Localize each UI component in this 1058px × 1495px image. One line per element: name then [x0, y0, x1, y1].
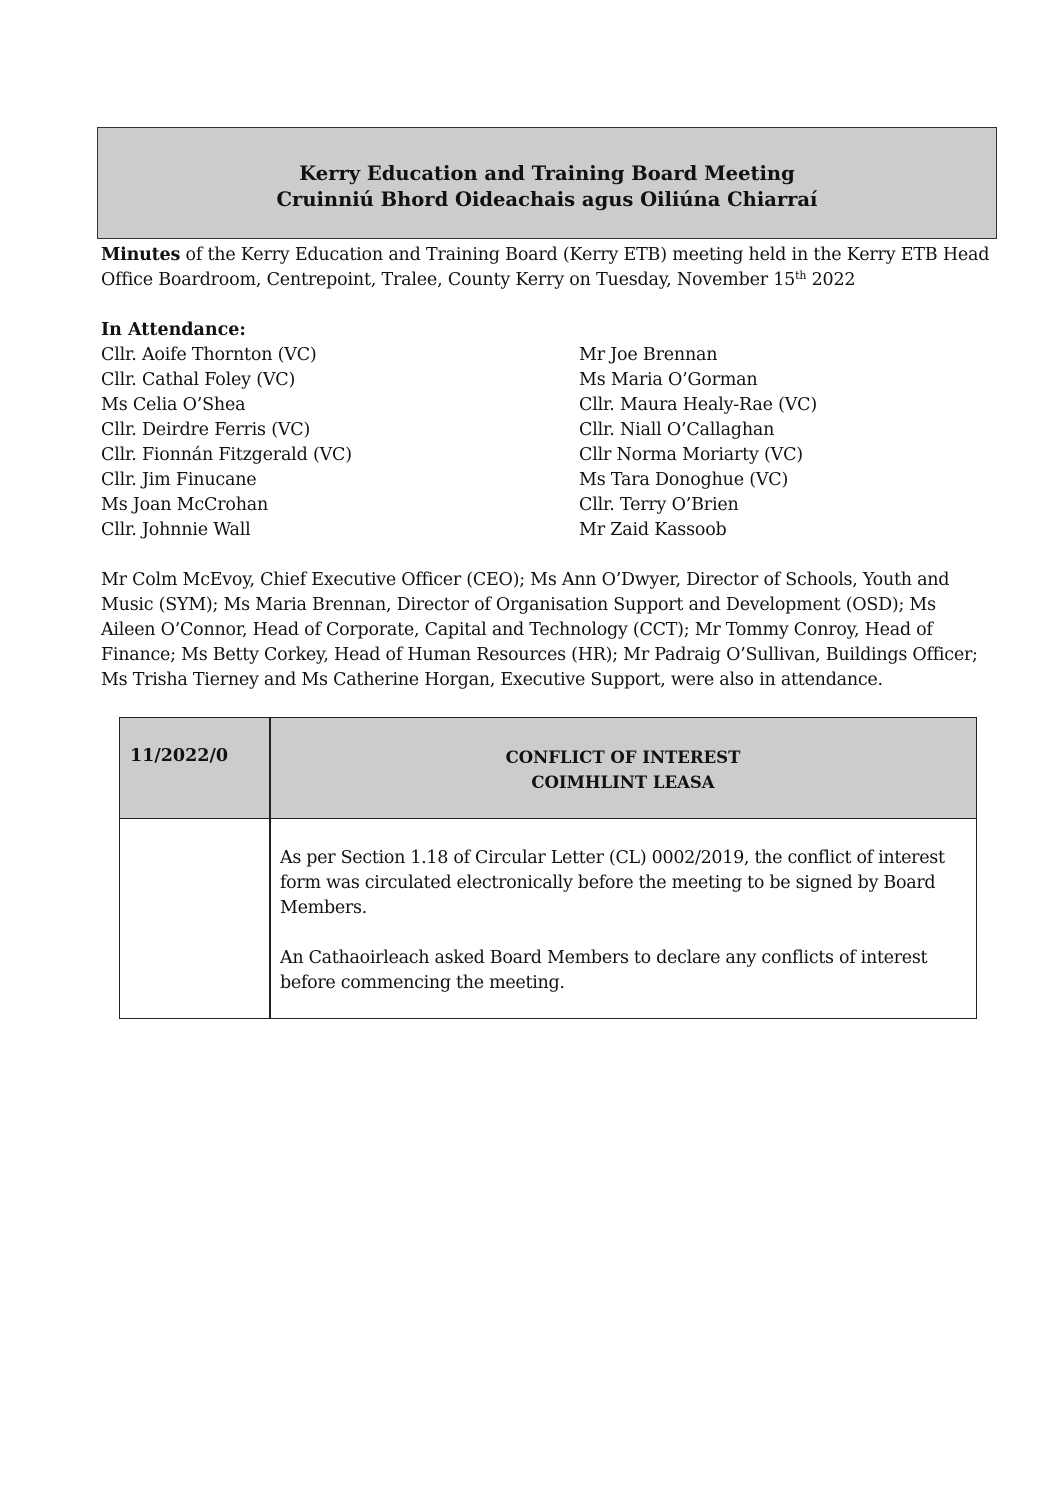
attendee: Cllr. Cathal Foley (VC): [101, 370, 296, 390]
agenda-item-title-english: CONFLICT OF INTEREST: [505, 748, 741, 767]
minutes-label: Minutes: [101, 245, 181, 265]
attendance-list-left: [101, 343, 352, 543]
staff-in-attendance: Mr Colm McEvoy, Chief Executive Officer (CEO); Ms Ann O’Dwyer, Director of Schools, Youth and Music (SYM); Ms Maria Brennan, Director of Organisation Support and Development (OSD); Ms Aileen O’Connor, Head of Corporate, Capital and Technology (CCT); Mr Tommy Conroy, Head of Finance; Ms Betty Corkey, Head of Human Resources (HR); Mr Padraig O’Sullivan, Buildings Officer; Ms Trisha Tierney and Ms Catherine Horgan, Executive Support, were also in attendance.: [101, 570, 978, 690]
minutes-intro-text: of the Kerry Education and Training Board (Kerry ETB) meeting held in the Kerry ETB Head Office Boardroom, Centrepoint, Tralee, County Kerry on Tuesday, November 15: [101, 245, 990, 290]
agenda-item-table: [119, 717, 977, 1019]
agenda-item-title-irish: COIMHLINT LEASA: [531, 773, 715, 792]
agenda-item-title: [270, 745, 976, 795]
attendance-heading: In Attendance:: [101, 320, 246, 340]
attendee: Mr Zaid Kassoob: [579, 520, 727, 540]
attendee: Cllr. Deirdre Ferris (VC): [101, 420, 311, 440]
agenda-item-reference: 11/2022/0: [130, 746, 229, 766]
minutes-year: 2022: [806, 270, 856, 290]
attendee: Cllr. Terry O’Brien: [579, 495, 739, 515]
title-irish: Cruinniú Bhord Oideachais agus Oiliúna Chiarraí: [276, 188, 818, 211]
attendee: Cllr. Fionnán Fitzgerald (VC): [101, 445, 352, 465]
attendee: Cllr. Maura Healy-Rae (VC): [579, 395, 817, 415]
attendance-list-right: [579, 343, 817, 543]
date-ordinal-suffix: th: [795, 269, 807, 282]
attendee: Cllr. Jim Finucane: [101, 470, 257, 490]
attendee: Ms Joan McCrohan: [101, 495, 269, 515]
attendee: Ms Celia O’Shea: [101, 395, 246, 415]
agenda-item-paragraph: As per Section 1.18 of Circular Letter (CL) 0002/2019, the conflict of interest form was circulated electronically before the meeting to be signed by Board Members.: [280, 848, 945, 918]
agenda-item-paragraph: An Cathaoirleach asked Board Members to declare any conflicts of interest before commencing the meeting.: [280, 948, 928, 993]
agenda-item-body: [280, 846, 970, 1021]
attendee: Cllr. Johnnie Wall: [101, 520, 251, 540]
attendee: Ms Maria O’Gorman: [579, 370, 758, 390]
title-english: Kerry Education and Training Board Meeting: [299, 162, 795, 185]
document-title-box: [97, 127, 997, 239]
attendee: Ms Tara Donoghue (VC): [579, 470, 789, 490]
attendee: Mr Joe Brennan: [579, 345, 718, 365]
attendee: Cllr. Niall O’Callaghan: [579, 420, 775, 440]
minutes-intro: [101, 243, 991, 293]
attendee: Cllr. Aoife Thornton (VC): [101, 345, 317, 365]
attendee: Cllr Norma Moriarty (VC): [579, 445, 803, 465]
